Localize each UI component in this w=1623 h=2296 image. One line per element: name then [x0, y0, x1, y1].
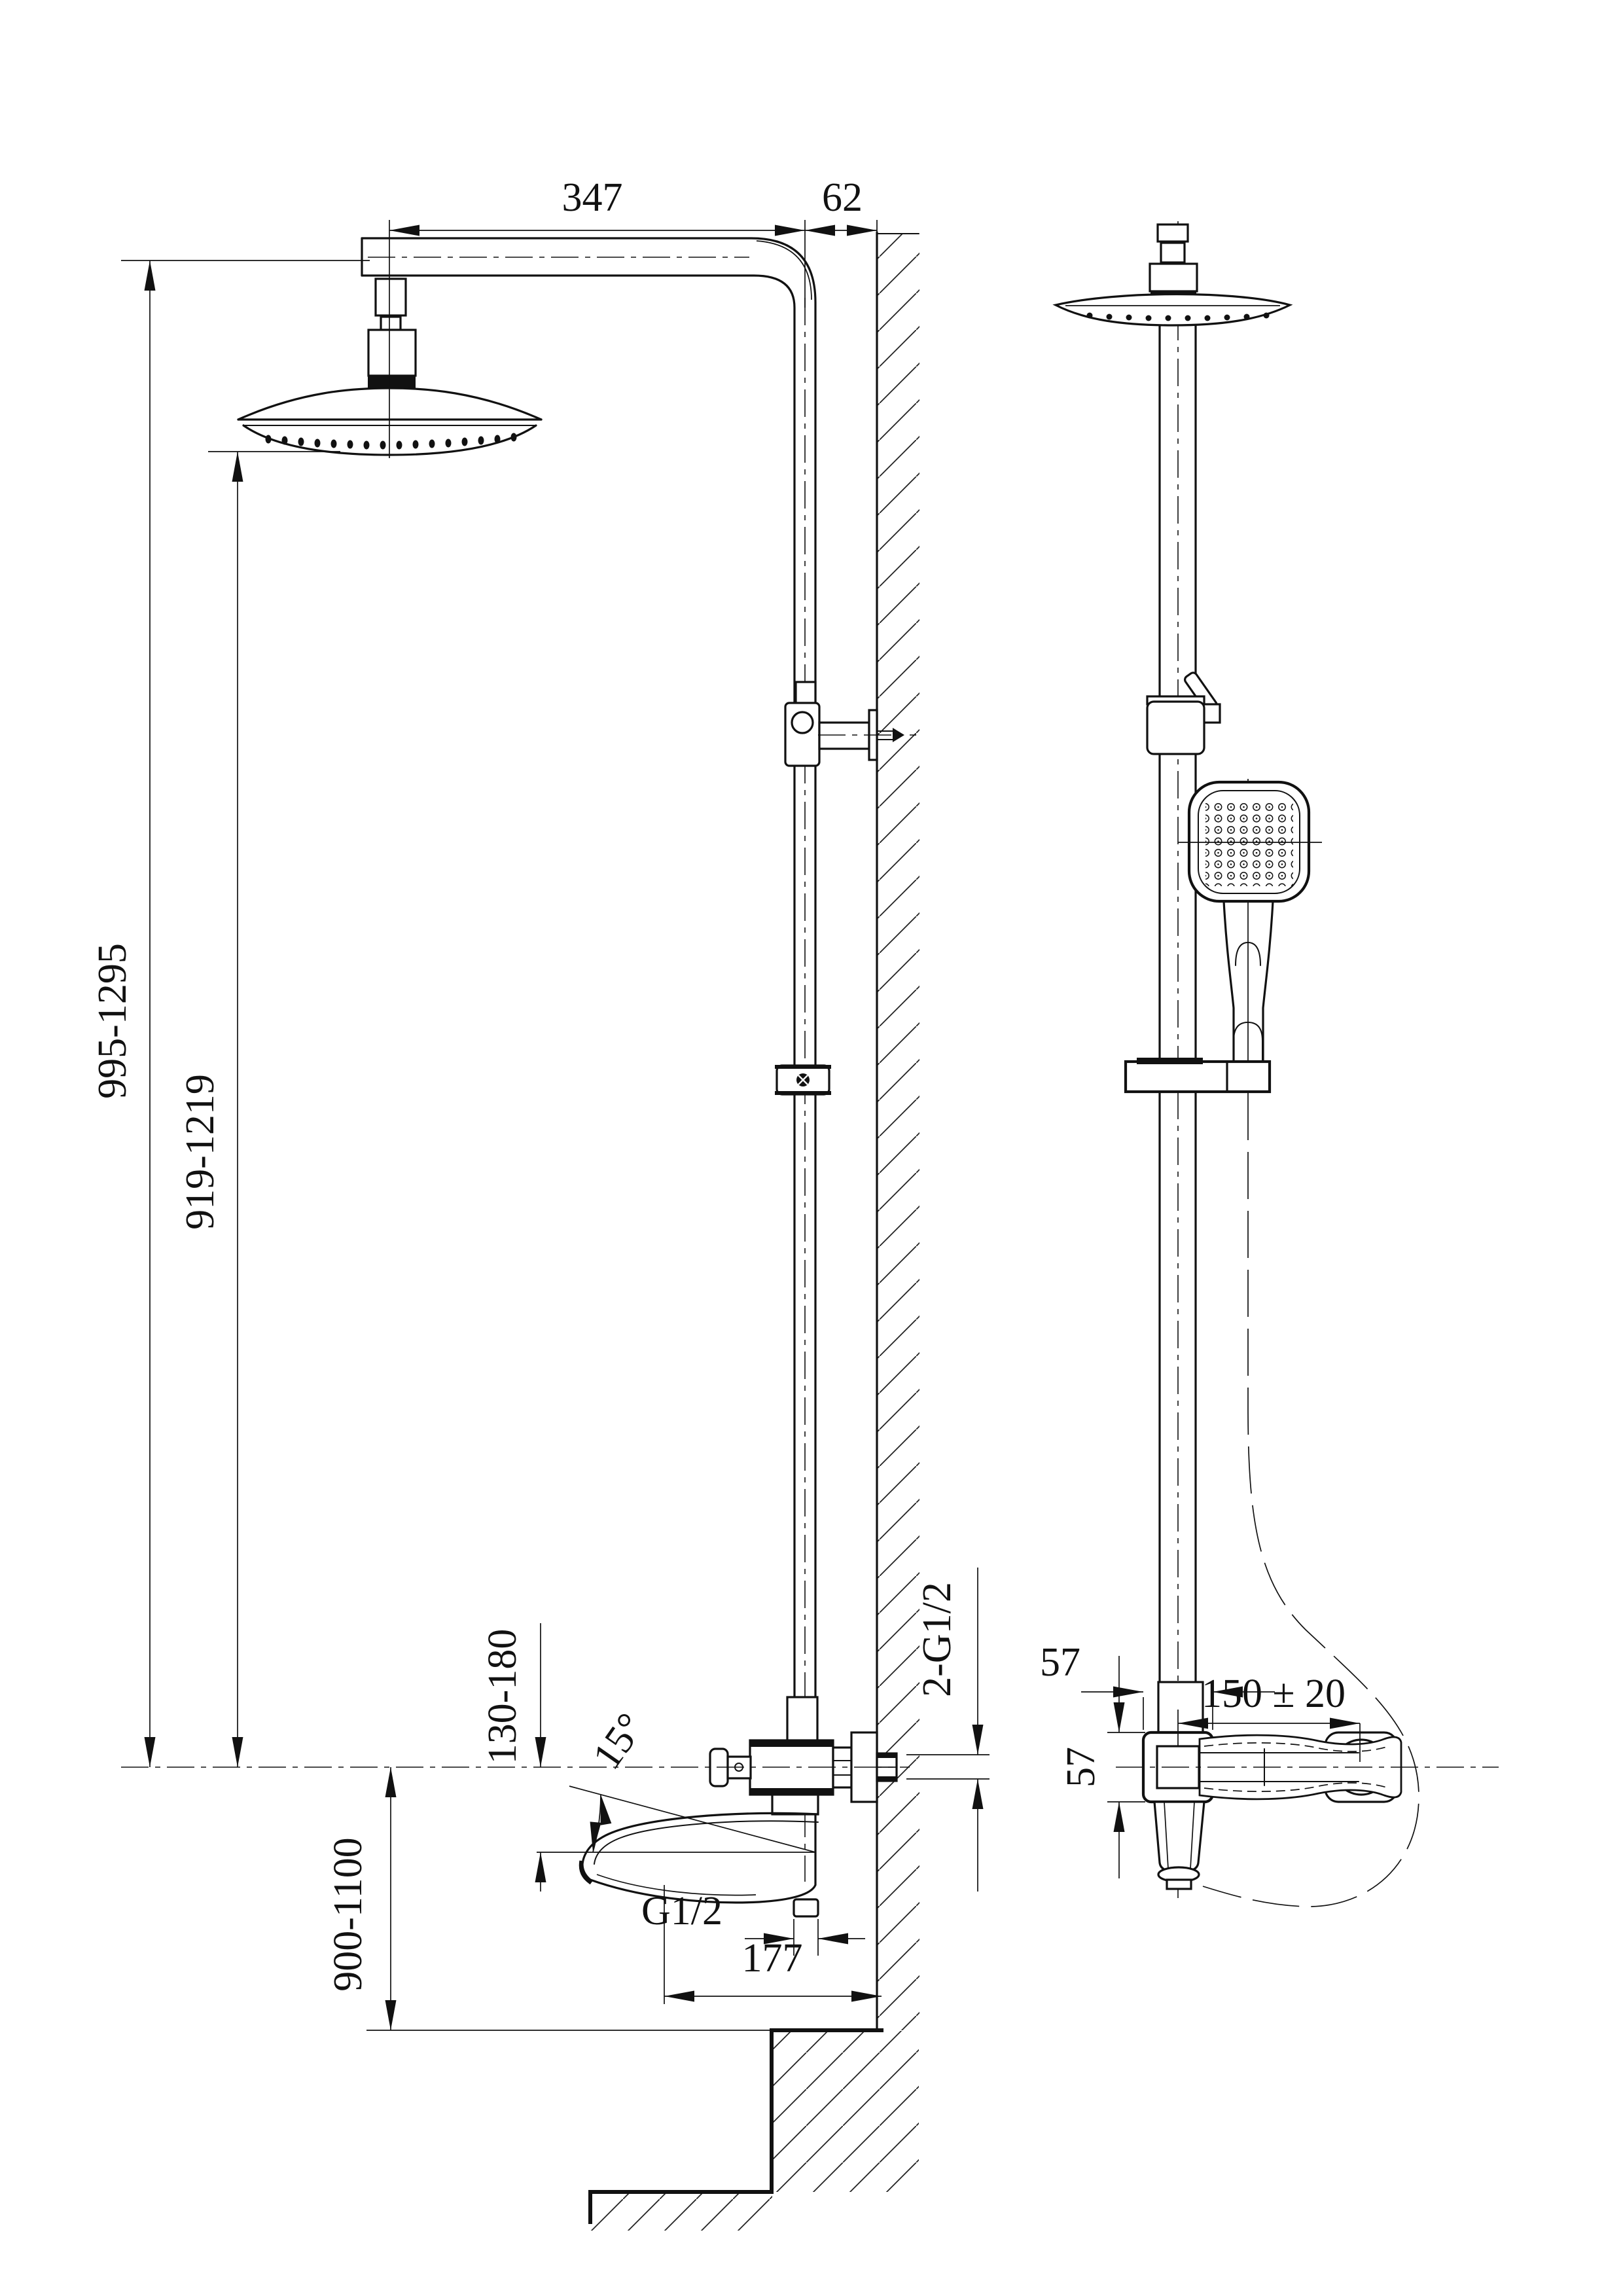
hand-shower-nozzles [1205, 800, 1293, 886]
shower-arm-inner-edge [362, 276, 794, 1700]
dim-mount-height: 900-1100 [326, 1837, 370, 1992]
dim-pipe-to-wall: 62 [822, 175, 863, 220]
dim-overall-height: 995-1295 [90, 943, 135, 1099]
wall-section [590, 232, 919, 2231]
floor-hatching [590, 2193, 772, 2231]
tub-rim-hatching [772, 2031, 919, 2192]
left-view [238, 238, 916, 1916]
hose-outlet-nub [794, 1899, 818, 1916]
dim-valve-width: 57 [1040, 1640, 1080, 1685]
hand-shower [1178, 779, 1322, 1092]
rain-head-front [1056, 224, 1290, 325]
dim-arm-reach: 347 [562, 175, 623, 220]
shelf-front [1126, 1058, 1270, 1092]
slider-knob [792, 712, 813, 733]
slider-bracket-front [1147, 671, 1220, 754]
rain-head-connector [368, 279, 416, 389]
dim-spout-thread: G1/2 [641, 1889, 722, 1933]
dim-inlet-spacing: 150 ± 20 [1201, 1672, 1346, 1716]
hose-connection [1154, 1802, 1204, 1889]
dim-valve-height: 57 [1059, 1747, 1103, 1787]
dim-head-height: 919-1219 [178, 1074, 223, 1230]
right-view [1056, 221, 1499, 1907]
dim-spout-angle: 15° [584, 1705, 654, 1778]
shelf-edge [777, 1066, 829, 1094]
dim-spout-reach: 177 [741, 1936, 803, 1981]
valve-side-view [710, 1697, 897, 1802]
arm-bend-inner-line [757, 241, 812, 300]
dim-inlet-threads: 2-G1/2 [915, 1582, 959, 1697]
shower-arm-outer-edge [362, 238, 815, 1700]
dim-spout-drop: 130-180 [480, 1628, 525, 1765]
